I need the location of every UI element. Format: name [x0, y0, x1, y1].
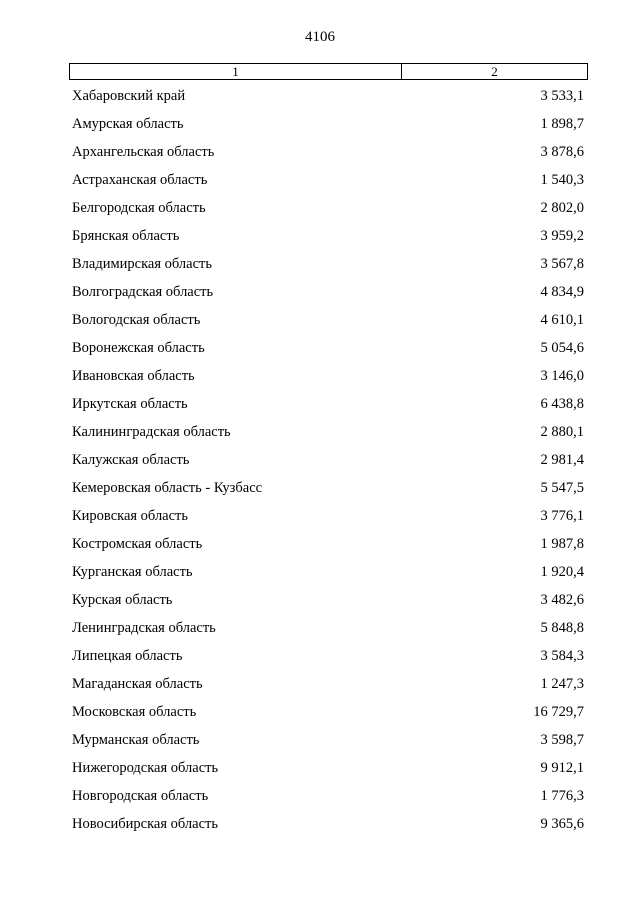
- region-value: 3 776,1: [540, 508, 584, 524]
- table-row: [72, 532, 584, 560]
- region-value: 4 834,9: [540, 284, 584, 300]
- region-value: 2 880,1: [540, 424, 584, 440]
- table-row: [72, 196, 584, 224]
- region-value: 1 776,3: [540, 788, 584, 804]
- region-name: Новгородская область: [72, 788, 209, 804]
- region-name: Вологодская область: [72, 312, 201, 328]
- region-value: 4 610,1: [540, 312, 584, 328]
- region-value: 1 540,3: [540, 172, 584, 188]
- column-header-1: 1: [70, 64, 402, 79]
- region-name: Мурманская область: [72, 732, 200, 748]
- table-row: [72, 728, 584, 756]
- table-row: [72, 812, 584, 840]
- region-value: 3 146,0: [540, 368, 584, 384]
- table-row: [72, 644, 584, 672]
- region-value: 5 848,8: [540, 620, 584, 636]
- table-row: [72, 280, 584, 308]
- table-row: [72, 336, 584, 364]
- table-row: [72, 224, 584, 252]
- table-row: [72, 168, 584, 196]
- table-row: [72, 588, 584, 616]
- region-value: 5 054,6: [540, 340, 584, 356]
- table-header: [69, 63, 588, 80]
- table-row: [72, 616, 584, 644]
- region-value: 5 547,5: [540, 480, 584, 496]
- region-name: Ленинградская область: [72, 620, 216, 636]
- region-value: 9 912,1: [540, 760, 584, 776]
- region-value: 2 981,4: [540, 452, 584, 468]
- table-row: [72, 784, 584, 812]
- region-value: 3 482,6: [540, 592, 584, 608]
- region-value: 1 898,7: [540, 116, 584, 132]
- page-number: 4106: [305, 29, 335, 45]
- region-name: Курганская область: [72, 564, 193, 580]
- table-row: [72, 504, 584, 532]
- region-value: 3 567,8: [540, 256, 584, 272]
- region-name: Калужская область: [72, 452, 190, 468]
- table-row: [72, 476, 584, 504]
- region-name: Архангельская область: [72, 144, 215, 160]
- region-name: Астраханская область: [72, 172, 208, 188]
- table-row: [72, 700, 584, 728]
- region-value: 1 247,3: [540, 676, 584, 692]
- region-name: Магаданская область: [72, 676, 203, 692]
- table-row: [72, 140, 584, 168]
- region-name: Липецкая область: [72, 648, 183, 664]
- table-row: [72, 84, 584, 112]
- region-value: 1 987,8: [540, 536, 584, 552]
- table-row: [72, 756, 584, 784]
- table-row: [72, 252, 584, 280]
- table-row: [72, 392, 584, 420]
- region-name: Владимирская область: [72, 256, 212, 272]
- region-name: Хабаровский край: [72, 88, 186, 104]
- table-body: [72, 84, 584, 840]
- region-value: 2 802,0: [540, 200, 584, 216]
- region-value: 3 584,3: [540, 648, 584, 664]
- region-value: 16 729,7: [533, 704, 584, 720]
- region-name: Кировская область: [72, 508, 189, 524]
- region-value: 1 920,4: [540, 564, 584, 580]
- region-value: 3 598,7: [540, 732, 584, 748]
- region-value: 9 365,6: [540, 816, 584, 832]
- region-value: 3 878,6: [540, 144, 584, 160]
- region-name: Брянская область: [72, 228, 180, 244]
- table-row: [72, 112, 584, 140]
- region-name: Курская область: [72, 592, 173, 608]
- table-row: [72, 560, 584, 588]
- region-name: Воронежская область: [72, 340, 205, 356]
- region-value: 3 533,1: [540, 88, 584, 104]
- table-row: [72, 308, 584, 336]
- region-name: Иркутская область: [72, 396, 188, 412]
- table-row: [72, 448, 584, 476]
- region-value: 3 959,2: [540, 228, 584, 244]
- region-name: Костромская область: [72, 536, 203, 552]
- region-value: 6 438,8: [540, 396, 584, 412]
- region-name: Кемеровская область - Кузбасс: [72, 480, 263, 496]
- region-name: Амурская область: [72, 116, 184, 132]
- region-name: Московская область: [72, 704, 197, 720]
- region-name: Волгоградская область: [72, 284, 214, 300]
- region-name: Ивановская область: [72, 368, 195, 384]
- region-name: Белгородская область: [72, 200, 206, 216]
- table-row: [72, 420, 584, 448]
- table-row: [72, 364, 584, 392]
- region-name: Нижегородская область: [72, 760, 219, 776]
- region-name: Новосибирская область: [72, 816, 218, 832]
- table-row: [72, 672, 584, 700]
- column-header-2: 2: [491, 64, 498, 79]
- region-name: Калининградская область: [72, 424, 231, 440]
